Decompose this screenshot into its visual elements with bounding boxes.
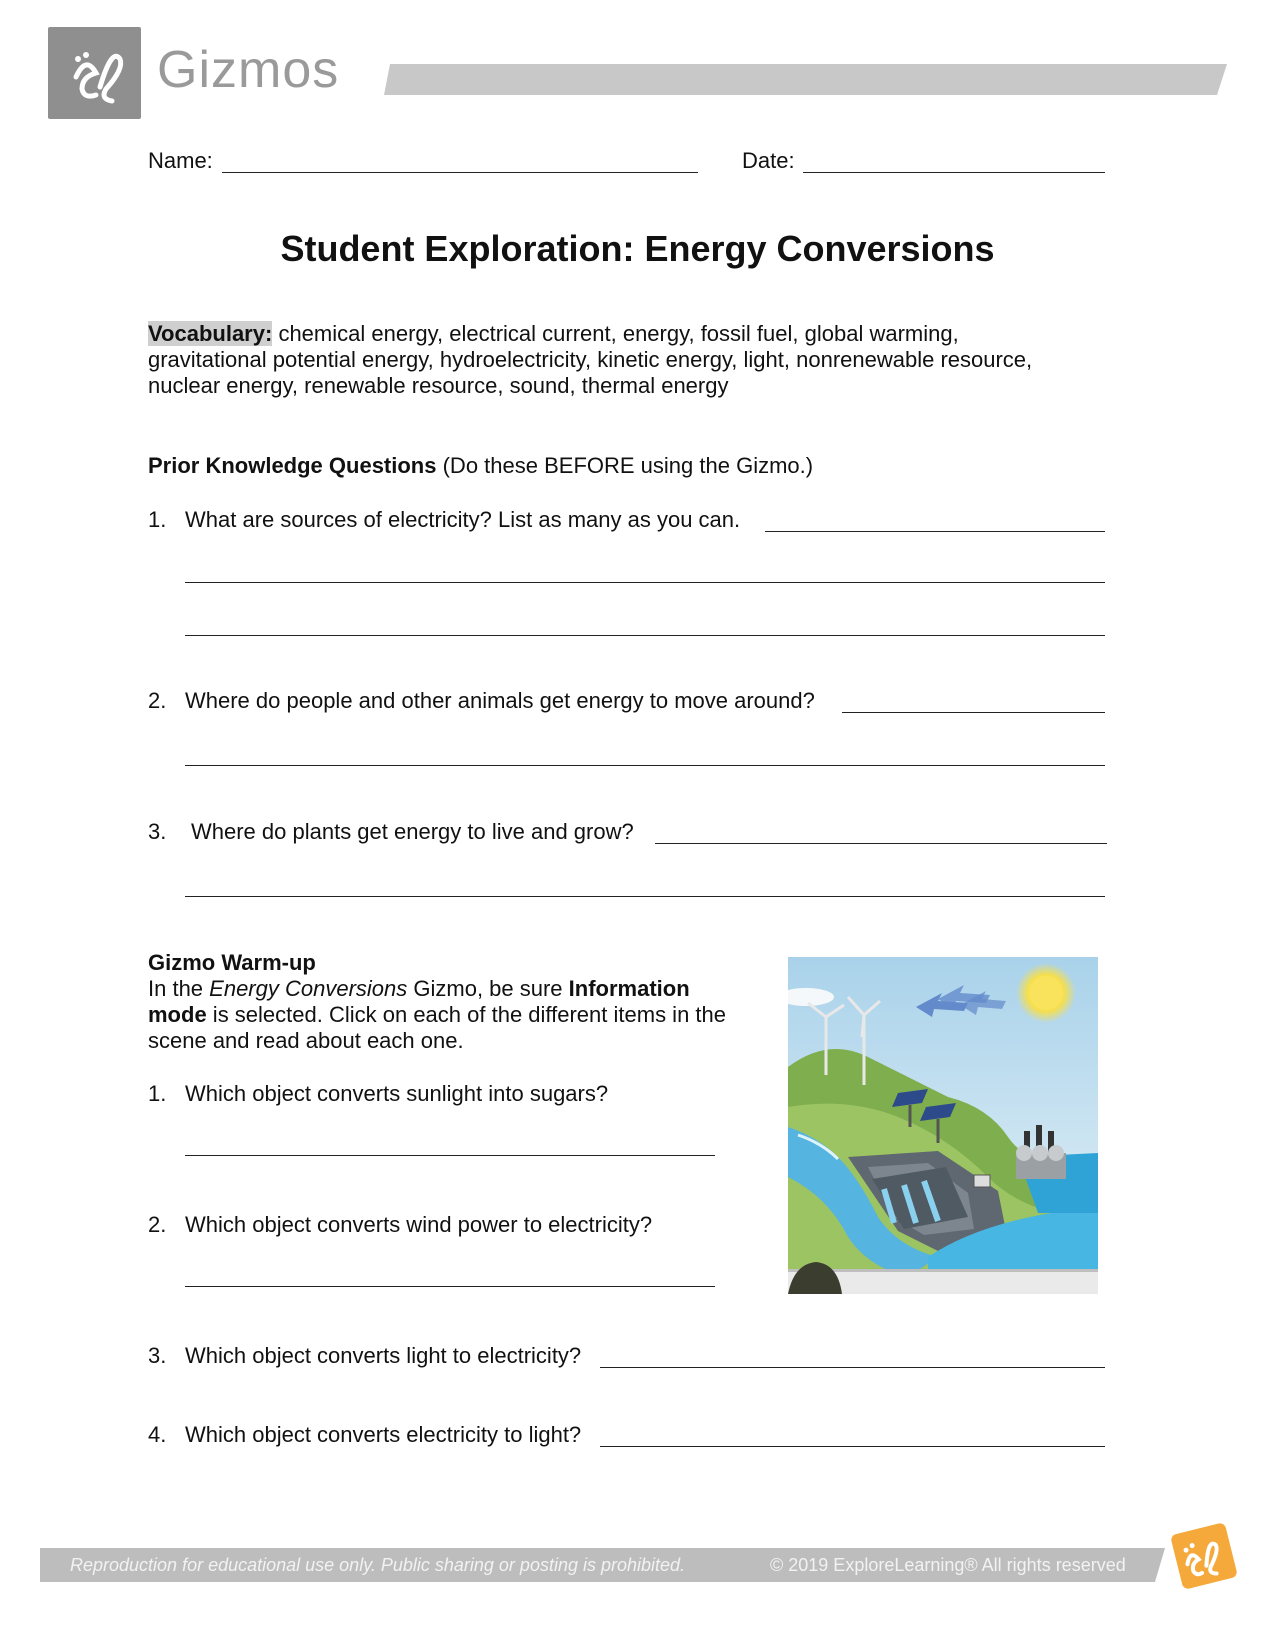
pk-q1-number: 1. [148,507,167,532]
wu-q4-answer-line[interactable] [600,1446,1105,1447]
pk-q3-number: 3. [148,819,167,844]
warmup-intro-line-1: In the Energy Conversions Gizmo, be sure Information [148,976,690,1001]
brand-name: Gizmos [157,41,340,99]
pk-q1-answer-line[interactable] [185,635,1105,636]
vocabulary-terms-2: gravitational potential energy, hydroelectricity, kinetic energy, light, nonrenewable resource, [148,347,1033,372]
wu-q4-text: Which object converts electricity to light? [185,1422,582,1447]
energy-scene-illustration [788,957,1098,1294]
pk-q1-answer-line[interactable] [185,582,1105,583]
name-label: Name: [148,148,213,173]
page-title: Student Exploration: Energy Conversions [280,228,995,269]
wu-q2-number: 2. [148,1212,167,1237]
pk-q2-answer-line[interactable] [185,765,1105,766]
warmup-intro-line-2: mode is selected. Click on each of the different items in the [148,1002,726,1027]
name-field[interactable] [222,172,698,173]
footer-disclaimer: Reproduction for educational use only. Public sharing or posting is prohibited. [70,1555,686,1575]
explorelearning-el-icon [48,27,141,119]
wu-q3-text: Which object converts light to electricity? [185,1343,582,1368]
wu-q4-number: 4. [148,1422,167,1447]
pk-q3-answer-line[interactable] [185,896,1105,897]
warmup-heading: Gizmo Warm-up [148,950,316,975]
header-bar [384,64,1227,95]
vocabulary-terms-3: nuclear energy, renewable resource, sound, thermal energy [148,373,729,398]
footer-copyright: © 2019 ExploreLearning® All rights reserved [770,1555,1126,1575]
wu-q2-text: Which object converts wind power to electricity? [185,1212,653,1237]
date-field[interactable] [803,172,1105,173]
wu-q2-answer-line[interactable] [185,1286,715,1287]
pk-q3-text: Where do plants get energy to live and grow? [191,819,634,844]
explorelearning-footer-logo-icon [1168,1520,1240,1592]
pk-q2-answer-line[interactable] [842,712,1105,713]
pk-q1-answer-line[interactable] [765,531,1105,532]
vocabulary-line-1 [148,321,959,347]
pk-q1-text: What are sources of electricity? List as many as you can. [185,507,741,532]
pk-q2-number: 2. [148,688,167,713]
date-label: Date: [742,148,795,173]
warmup-intro-line-3: scene and read about each one. [148,1028,464,1053]
wu-q3-number: 3. [148,1343,167,1368]
prior-knowledge-heading: Prior Knowledge Questions [148,453,437,478]
pk-q3-answer-line[interactable] [655,843,1107,844]
wu-q1-answer-line[interactable] [185,1155,715,1156]
vocabulary-label: Vocabulary: [148,321,273,346]
wu-q1-text: Which object converts sunlight into sugars? [185,1081,609,1106]
pk-q2-text: Where do people and other animals get energy to move around? [185,688,815,713]
gizmos-logo [48,27,141,119]
wu-q1-number: 1. [148,1081,167,1106]
wu-q3-answer-line[interactable] [600,1367,1105,1368]
vocabulary-terms-1: chemical energy, electrical current, energy, fossil fuel, global warming, [278,321,959,346]
prior-knowledge-heading-row [148,453,813,479]
prior-knowledge-note: (Do these BEFORE using the Gizmo.) [442,453,814,478]
